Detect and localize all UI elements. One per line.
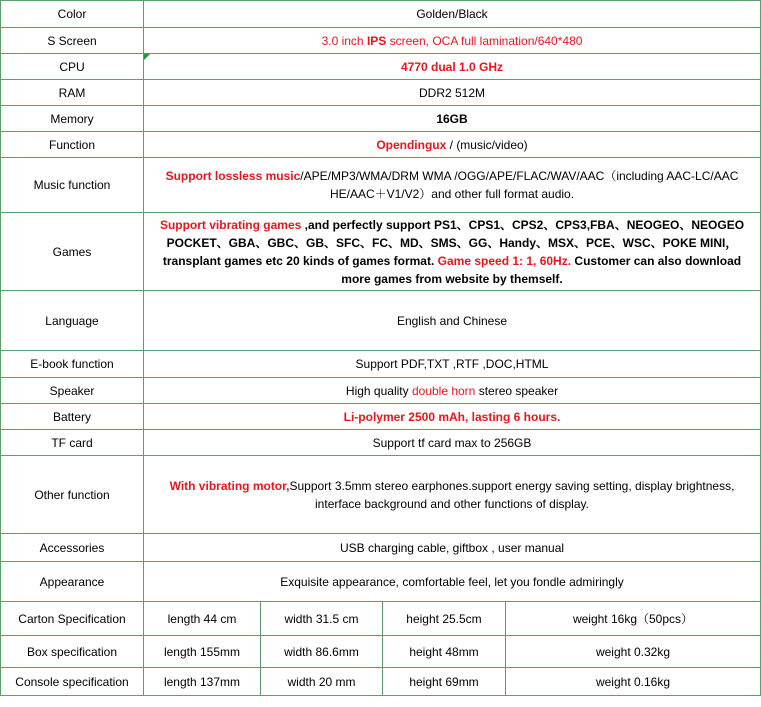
ebook-label: E-book function: [1, 351, 144, 378]
music-value: [144, 158, 761, 213]
speaker-label: Speaker: [1, 378, 144, 404]
screen-text-pre: 3.0 inch: [321, 33, 367, 48]
appearance-label: Appearance: [1, 562, 144, 602]
row-other: [1, 456, 761, 534]
ebook-value: Support PDF,TXT ,RTF ,DOC,HTML: [144, 351, 761, 378]
carton-spec-label: Carton Specification: [1, 602, 144, 636]
carton-length: length 44 cm: [144, 602, 261, 636]
games-highlight-1: Support vibrating games: [159, 217, 302, 232]
screen-highlight: IPS: [366, 33, 387, 48]
row-memory: [1, 106, 761, 132]
screen-text-post: screen, OCA full lamination/640*480: [386, 33, 583, 48]
row-box-spec: [1, 636, 761, 668]
memory-value: 16GB: [144, 106, 761, 132]
row-screen: [1, 28, 761, 54]
box-width: width 86.6mm: [261, 636, 383, 668]
memory-label: Memory: [1, 106, 144, 132]
language-label: Language: [1, 291, 144, 351]
cpu-value: 4770 dual 1.0 GHz: [144, 54, 761, 80]
row-cpu: [1, 54, 761, 80]
battery-value: Li-polymer 2500 mAh, lasting 6 hours.: [144, 404, 761, 430]
language-value: English and Chinese: [144, 291, 761, 351]
games-value: [144, 213, 761, 291]
function-text: / (music/video): [446, 137, 528, 152]
row-appearance: [1, 562, 761, 602]
color-value: Golden/Black: [144, 1, 761, 28]
games-label: Games: [1, 213, 144, 291]
screen-value: [144, 28, 761, 54]
console-width: width 20 mm: [261, 668, 383, 696]
carton-width: width 31.5 cm: [261, 602, 383, 636]
row-ram: [1, 80, 761, 106]
row-ebook: [1, 351, 761, 378]
row-accessories: [1, 534, 761, 562]
screen-label: S Screen: [1, 28, 144, 54]
music-highlight: Support lossless music: [165, 169, 301, 183]
accessories-label: Accessories: [1, 534, 144, 562]
carton-weight: weight 16kg（50pcs）: [506, 602, 761, 636]
accessories-value: USB charging cable, giftbox , user manual: [144, 534, 761, 562]
speaker-text-pre: High quality: [345, 383, 412, 398]
cpu-label: CPU: [1, 54, 144, 80]
console-weight: weight 0.16kg: [506, 668, 761, 696]
console-spec-label: Console specification: [1, 668, 144, 696]
speaker-highlight: double horn: [411, 383, 476, 398]
carton-height: height 25.5cm: [383, 602, 506, 636]
row-carton-spec: [1, 602, 761, 636]
row-function: [1, 132, 761, 158]
speaker-value: [144, 378, 761, 404]
console-height: height 69mm: [383, 668, 506, 696]
ram-value: DDR2 512M: [144, 80, 761, 106]
function-label: Function: [1, 132, 144, 158]
other-text: Support 3.5mm stereo earphones.support energy saving setting, display brightness, interface background and other functions of display.: [289, 478, 735, 511]
console-length: length 137mm: [144, 668, 261, 696]
box-spec-label: Box specification: [1, 636, 144, 668]
function-value: [144, 132, 761, 158]
row-tf: [1, 430, 761, 456]
tf-label: TF card: [1, 430, 144, 456]
row-speaker: [1, 378, 761, 404]
box-length: length 155mm: [144, 636, 261, 668]
row-language: [1, 291, 761, 351]
box-height: height 48mm: [383, 636, 506, 668]
games-text-post: Customer can also download more games from website by themself.: [341, 253, 742, 286]
other-value: [144, 456, 761, 534]
color-label: Color: [1, 1, 144, 28]
music-text: /APE/MP3/WMA/DRM WMA /OGG/APE/FLAC/WAV/AAC（including AAC-LC/AAC HE/AAC＋V1/V2）and other full format audio.: [300, 169, 739, 201]
music-label: Music function: [1, 158, 144, 213]
battery-label: Battery: [1, 404, 144, 430]
other-highlight: With vibrating motor,: [169, 478, 290, 493]
games-text-mid: ,and perfectly support PS1、CPS1、CPS2、CPS3,FBA、NEOGEO、NEOGEO POCKET、GBA、GBC、GB、SFC、FC、MD、SMS、GG、Handy、MSX、PCE、WSC、POKE MINI，transplant games etc 20 kinds of games format.: [162, 217, 745, 268]
row-battery: [1, 404, 761, 430]
other-label: Other function: [1, 456, 144, 534]
appearance-value: Exquisite appearance, comfortable feel, let you fondle admiringly: [144, 562, 761, 602]
function-highlight: Opendingux: [376, 137, 447, 152]
ram-label: RAM: [1, 80, 144, 106]
tf-value: Support tf card max to 256GB: [144, 430, 761, 456]
row-console-spec: [1, 668, 761, 696]
box-weight: weight 0.32kg: [506, 636, 761, 668]
row-color: [1, 1, 761, 28]
row-music: [1, 158, 761, 213]
row-games: [1, 213, 761, 291]
games-highlight-2: Game speed 1: 1, 60Hz.: [437, 253, 572, 268]
speaker-text-post: stereo speaker: [475, 383, 559, 398]
